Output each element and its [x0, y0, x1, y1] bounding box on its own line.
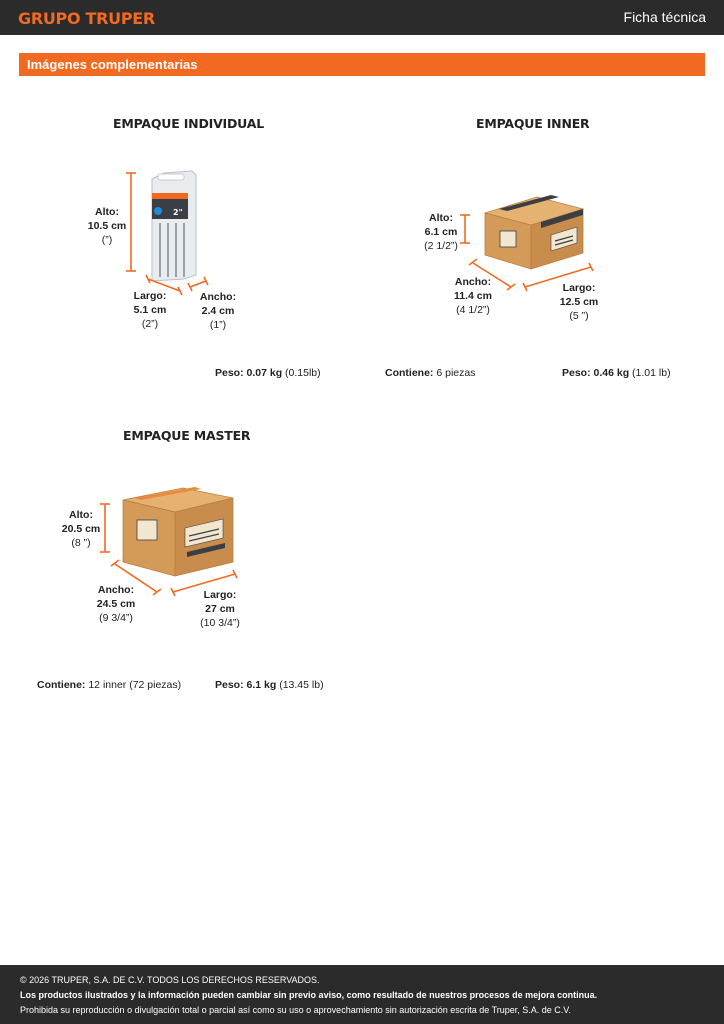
- master-peso: [215, 679, 324, 691]
- master-title: EMPAQUE MASTER: [123, 428, 251, 443]
- page-footer: [0, 965, 724, 1024]
- info-value: 0.46 kg: [593, 367, 630, 379]
- individual-title: EMPAQUE INDIVIDUAL: [113, 116, 264, 131]
- section-title: Imágenes complementarias: [27, 57, 198, 72]
- dim-imperial: (4 1/2”): [456, 304, 490, 316]
- dim-imperial: (2 1/2”): [424, 240, 458, 252]
- info-label: Contiene:: [37, 679, 86, 691]
- individual-peso: [215, 367, 321, 379]
- info-value: 0.07 kg: [246, 367, 283, 379]
- dim-value: 24.5 cm: [96, 598, 136, 610]
- info-imperial: (0.15lb): [285, 367, 321, 379]
- dim-value: 5.1 cm: [133, 304, 167, 316]
- footer-notice: Los productos ilustrados y la información pueden cambiar sin previo aviso, como resultado de nuestros procesos de mejora continua.: [20, 990, 598, 1000]
- inner-title: EMPAQUE INNER: [476, 116, 590, 131]
- info-value: 6.1 kg: [246, 679, 277, 691]
- dim-label: Alto:: [429, 212, 453, 224]
- footer-copyright: © 2026 TRUPER, S.A. DE C.V. TODOS LOS DERECHOS RESERVADOS.: [20, 975, 320, 985]
- dim-label: Ancho:: [97, 584, 135, 596]
- individual-package-illustration: [120, 165, 220, 295]
- dim-label: Largo:: [133, 290, 167, 302]
- dim-label: Ancho:: [454, 276, 492, 288]
- dim-imperial: (8 ”): [71, 537, 91, 549]
- dim-label: Alto:: [69, 509, 93, 521]
- master-largo: [190, 588, 250, 630]
- individual-largo: [125, 289, 175, 331]
- dim-imperial: (10 3/4”): [200, 617, 240, 629]
- dim-value: 20.5 cm: [61, 523, 101, 535]
- dim-imperial: (2”): [141, 318, 159, 330]
- individual-ancho: [193, 290, 243, 332]
- dim-value: 2.4 cm: [201, 305, 235, 317]
- inner-alto: [414, 211, 468, 253]
- dim-imperial: (9 3/4”): [99, 612, 133, 624]
- info-label: Peso:: [562, 367, 591, 379]
- info-imperial: (13.45 lb): [279, 679, 324, 691]
- brand-logo: GRUPO TRUPER: [18, 9, 155, 28]
- dim-value: 12.5 cm: [559, 296, 599, 308]
- master-contiene: [37, 679, 181, 691]
- individual-alto: [82, 205, 132, 247]
- inner-peso: [562, 367, 671, 379]
- svg-text:2": 2": [173, 208, 183, 217]
- inner-contiene: [385, 367, 475, 379]
- dim-label: Largo:: [562, 282, 596, 294]
- master-alto: [53, 508, 109, 550]
- dim-label: Ancho:: [199, 291, 237, 303]
- dim-label: Alto:: [95, 206, 119, 218]
- inner-largo: [550, 281, 608, 323]
- dim-value: 11.4 cm: [454, 290, 492, 302]
- top-bar: [0, 0, 724, 35]
- info-value: 6 piezas: [436, 367, 476, 379]
- footer-prohibition: Prohibida su reproducción o divulgación total o parcial así como su uso o aprovechamiento sin autorización escrita de Truper, S.A. de C.V.: [20, 1005, 571, 1015]
- info-label: Peso:: [215, 367, 244, 379]
- document-title: Ficha técnica: [623, 9, 706, 25]
- dim-value: 6.1 cm: [424, 226, 458, 238]
- dim-value: 10.5 cm: [87, 220, 127, 232]
- section-header: [19, 53, 705, 76]
- dim-imperial: (5 ”): [569, 310, 589, 322]
- info-value: 12 inner (72 piezas): [88, 679, 182, 691]
- inner-ancho: [444, 275, 502, 317]
- dim-value: 27 cm: [205, 603, 235, 615]
- dim-imperial: (”): [101, 234, 113, 246]
- info-label: Contiene:: [385, 367, 434, 379]
- info-imperial: (1.01 lb): [632, 367, 671, 379]
- info-label: Peso:: [215, 679, 244, 691]
- master-ancho: [86, 583, 146, 625]
- dim-label: Largo:: [203, 589, 237, 601]
- dim-imperial: (1”): [209, 319, 227, 331]
